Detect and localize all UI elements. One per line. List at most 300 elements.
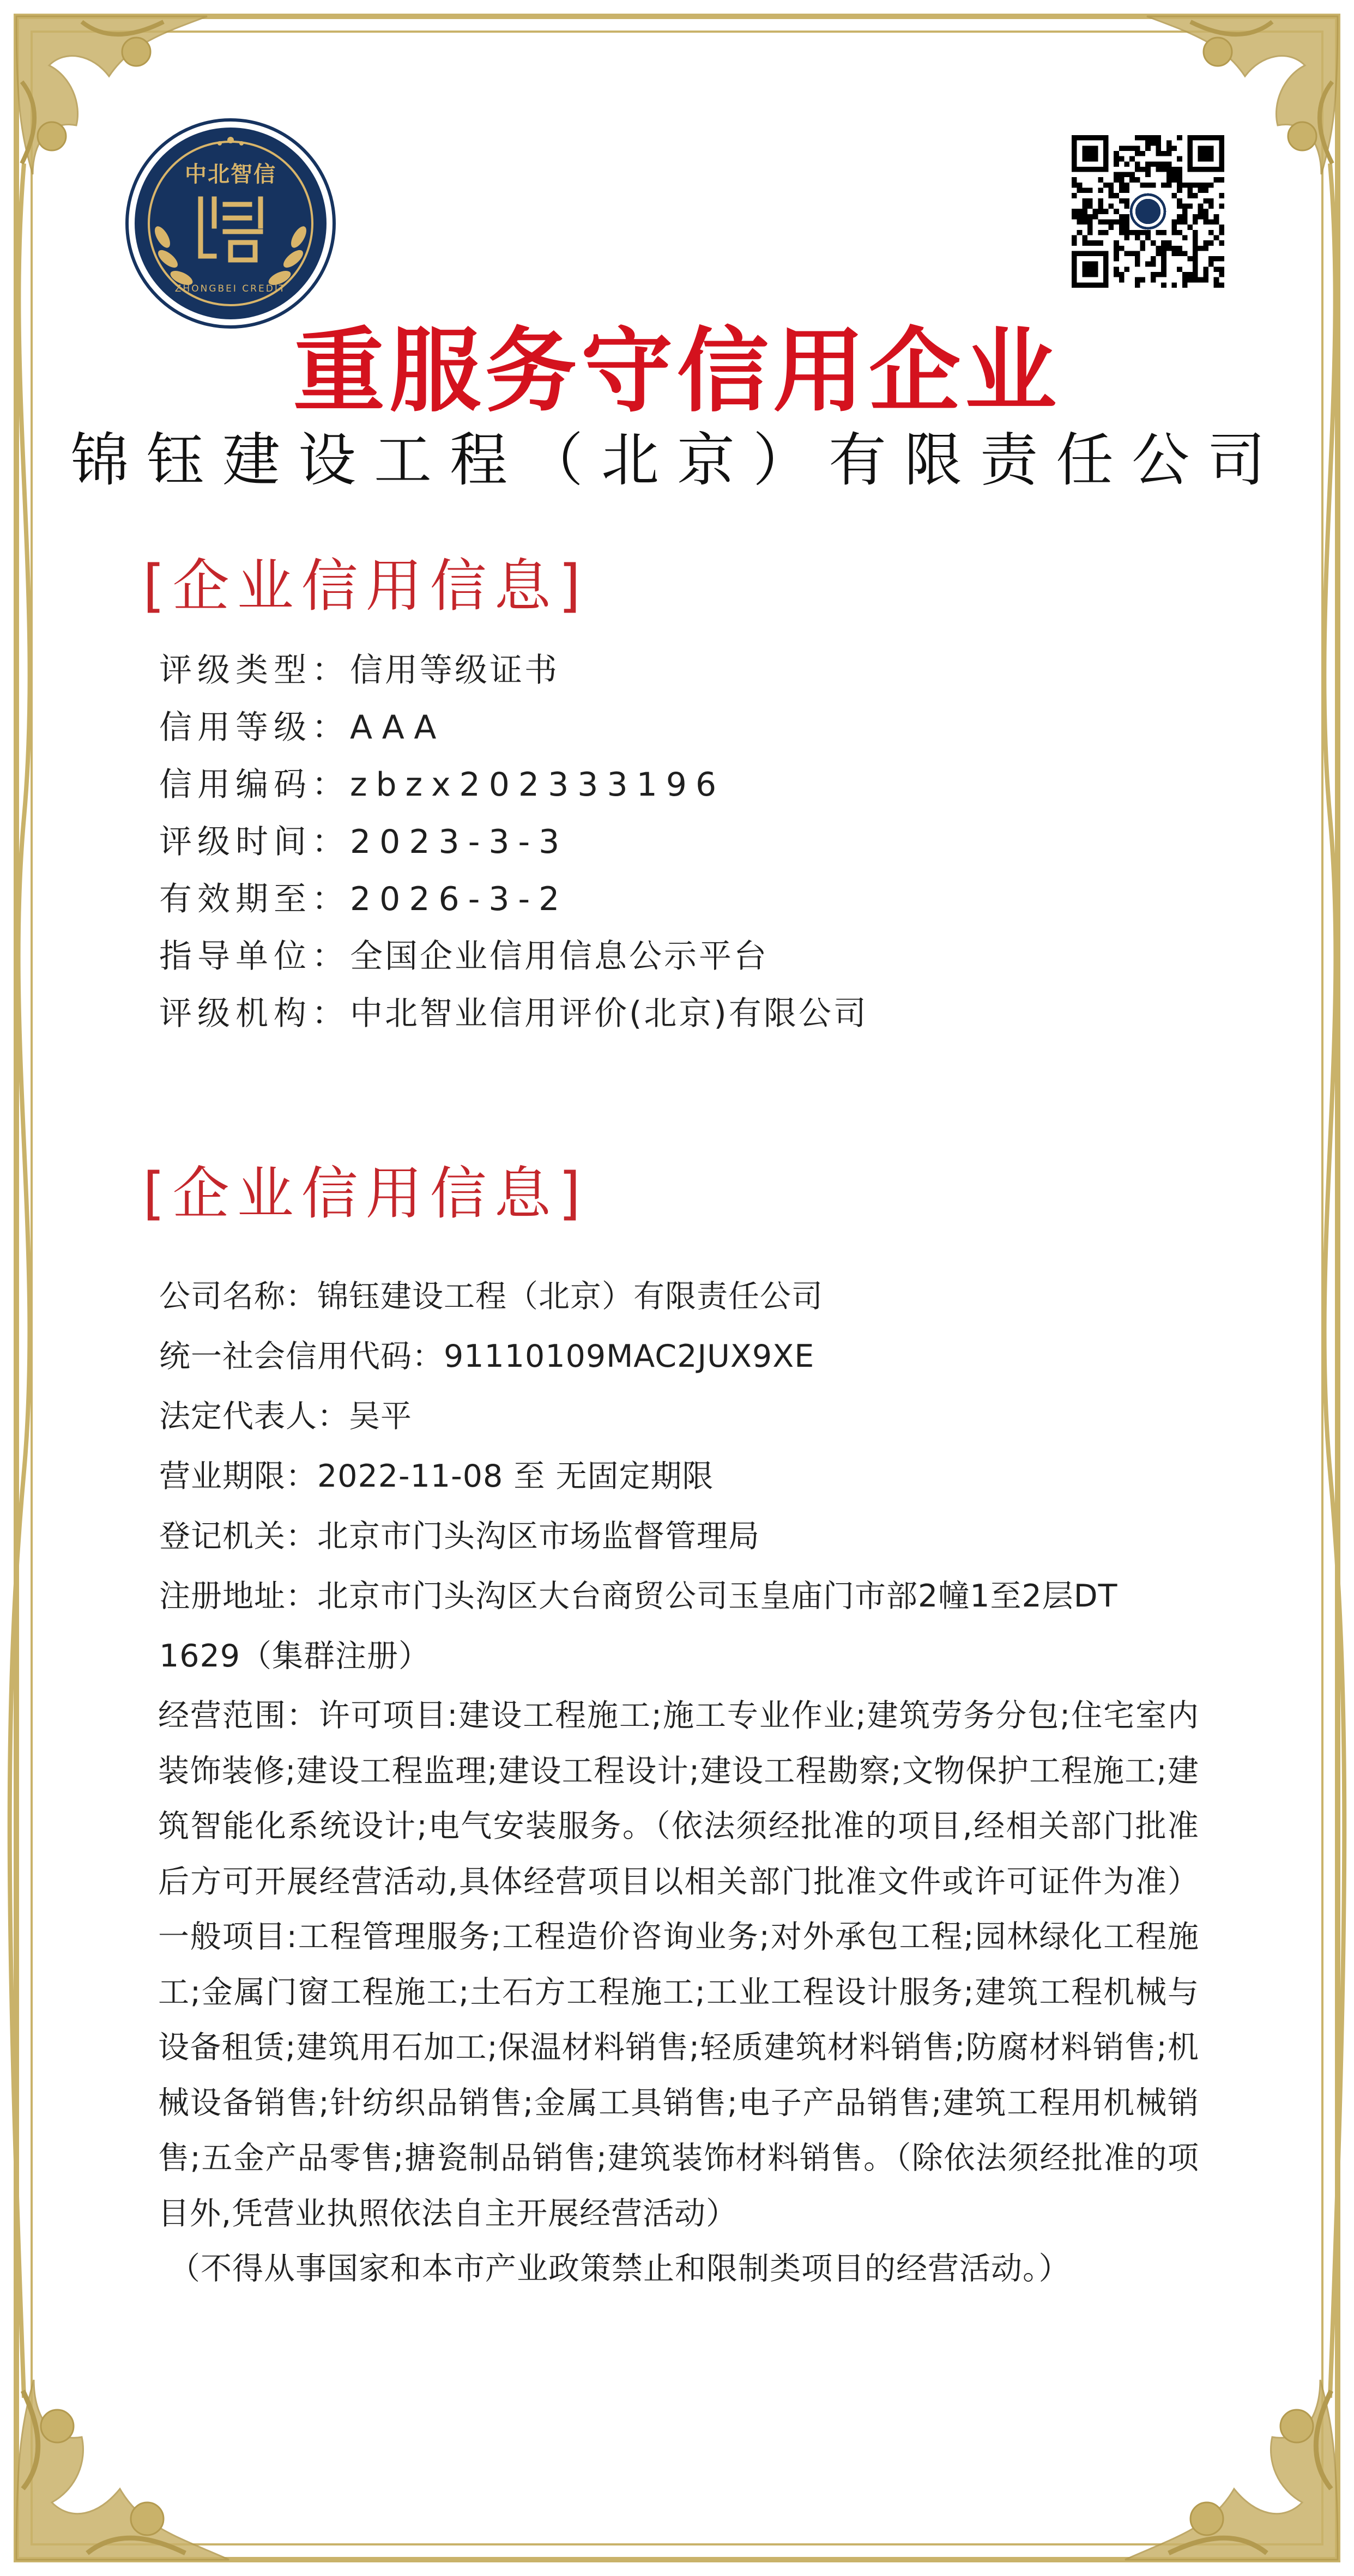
qr-module bbox=[1125, 251, 1130, 256]
qr-module bbox=[1219, 240, 1224, 246]
qr-module bbox=[1161, 282, 1166, 288]
section-heading-text: 企业信用信息 bbox=[172, 553, 559, 619]
qr-module bbox=[1182, 183, 1188, 188]
qr-module bbox=[1087, 230, 1093, 235]
qr-module bbox=[1145, 235, 1151, 240]
qr-module bbox=[1077, 183, 1083, 188]
info-row-unified-credit-code bbox=[159, 1326, 1195, 1386]
qr-module bbox=[1203, 272, 1208, 277]
qr-module bbox=[1166, 246, 1172, 251]
qr-module bbox=[1171, 167, 1177, 172]
info-key: 评级机构： bbox=[159, 995, 350, 1033]
qr-module bbox=[1156, 251, 1161, 256]
qr-module bbox=[1140, 277, 1146, 283]
qr-module bbox=[1161, 230, 1166, 235]
qr-module bbox=[1198, 183, 1204, 188]
info-key: 登记机关： bbox=[159, 1518, 317, 1554]
qr-module bbox=[1177, 183, 1182, 188]
qr-module bbox=[1156, 230, 1161, 235]
info-row-credit-grade bbox=[159, 699, 1195, 756]
qr-module bbox=[1119, 272, 1125, 277]
qr-module bbox=[1177, 219, 1182, 225]
qr-module bbox=[1161, 240, 1166, 246]
qr-module bbox=[1077, 188, 1083, 193]
qr-module bbox=[1177, 188, 1182, 193]
qr-module bbox=[1171, 219, 1177, 225]
info-key: 评级时间： bbox=[159, 823, 350, 861]
bracket-open: [ bbox=[143, 553, 173, 619]
info-row-valid-until bbox=[159, 871, 1195, 928]
qr-module bbox=[1145, 262, 1151, 267]
qr-module bbox=[1177, 266, 1182, 272]
qr-module bbox=[1135, 161, 1140, 167]
section-heading-company-info bbox=[143, 1158, 588, 1229]
qr-module bbox=[1187, 204, 1193, 209]
qr-module bbox=[1082, 240, 1087, 246]
qr-module bbox=[1208, 219, 1214, 225]
business-scope-text: 许可项目:建设工程施工;施工专业作业;建筑劳务分包;住宅室内装饰装修;建设工程监理;建设工程设计;建设工程勘察;文物保护工程施工;建筑智能化系统设计;电气安装服务。（依法须经批准的项目,经相关部门批准后方可开展经营活动,具体经营项目以相关部门批准文件或许可证件为准）一般项目:工程管理服务;工程造价咨询业务;对外承包工程;园林绿化工程施工;金属门窗工程施工;土石方工程施工;工业工程设计服务;建筑工程机械与设备租赁;建筑用石加工;保温材料销售;轻质建筑材料销售;防腐材料销售;机械设备销售;针纺织品销售;金属工具销售;电子产品销售;建筑工程用机械销售;五金产品零售;搪瓷制品销售;建筑装饰材料销售。（除依法须经批准的项目外,凭营业执照依法自主开展经营活动） bbox=[158, 1698, 1199, 2232]
info-row-business-term bbox=[159, 1446, 1195, 1506]
qr-module bbox=[1129, 146, 1135, 151]
qr-module bbox=[1140, 167, 1146, 172]
qr-module bbox=[1214, 282, 1219, 288]
qr-module bbox=[1219, 225, 1224, 230]
qr-module bbox=[1072, 214, 1077, 220]
qr-module bbox=[1156, 246, 1161, 251]
qr-module bbox=[1087, 214, 1093, 220]
qr-module bbox=[1125, 235, 1130, 240]
qr-module bbox=[1129, 172, 1135, 178]
qr-module bbox=[1182, 272, 1188, 277]
qr-module bbox=[1087, 219, 1093, 225]
info-key: 公司名称： bbox=[159, 1278, 317, 1314]
qr-module bbox=[1156, 151, 1161, 156]
qr-module bbox=[1161, 262, 1166, 267]
qr-module bbox=[1125, 214, 1130, 220]
qr-module bbox=[1219, 272, 1224, 277]
qr-module bbox=[1087, 225, 1093, 230]
qr-module bbox=[1103, 219, 1109, 225]
qr-module bbox=[1151, 272, 1156, 277]
qr-module bbox=[1182, 204, 1188, 209]
qr-module bbox=[1193, 193, 1198, 198]
qr-module bbox=[1193, 272, 1198, 277]
qr-module bbox=[1182, 214, 1188, 220]
qr-module bbox=[1198, 188, 1204, 193]
qr-module bbox=[1203, 214, 1208, 220]
qr-module bbox=[1193, 230, 1198, 235]
info-row-legal-representative bbox=[159, 1386, 1195, 1446]
qr-module bbox=[1177, 246, 1182, 251]
qr-module bbox=[1193, 256, 1198, 262]
qr-module bbox=[1098, 204, 1103, 209]
qr-module bbox=[1093, 209, 1098, 214]
info-row-guiding-unit bbox=[159, 928, 1195, 985]
qr-module bbox=[1203, 183, 1208, 188]
qr-module bbox=[1109, 188, 1114, 193]
info-value: zbzx202333196 bbox=[350, 766, 726, 804]
business-scope-note: （不得从事国家和本市产业政策禁止和限制类项目的经营活动。） bbox=[169, 2251, 1071, 2287]
certificate-title: 重服务守信用企业 bbox=[293, 317, 1061, 425]
qr-module bbox=[1193, 251, 1198, 256]
qr-module bbox=[1161, 183, 1166, 188]
qr-module bbox=[1177, 230, 1182, 235]
bracket-close: ] bbox=[558, 553, 589, 619]
qr-module bbox=[1208, 230, 1214, 235]
qr-module bbox=[1135, 235, 1140, 240]
info-value: 2026-3-2 bbox=[350, 880, 569, 918]
qr-module bbox=[1177, 214, 1182, 220]
qr-module bbox=[1114, 193, 1119, 198]
qr-module bbox=[1135, 251, 1140, 256]
qr-module bbox=[1135, 135, 1140, 141]
qr-module bbox=[1156, 161, 1161, 167]
bracket-close: ] bbox=[558, 1160, 589, 1227]
info-value: 中北智业信用评价(北京)有限公司 bbox=[350, 995, 868, 1033]
qr-module bbox=[1193, 262, 1198, 267]
qr-module bbox=[1214, 219, 1219, 225]
qr-module bbox=[1177, 251, 1182, 256]
qr-module bbox=[1198, 246, 1204, 251]
qr-module bbox=[1193, 266, 1198, 272]
qr-module bbox=[1145, 230, 1151, 235]
qr-module bbox=[1214, 177, 1219, 183]
info-value: 2022-11-08 至 无固定期限 bbox=[317, 1458, 714, 1494]
info-value: 北京市门头沟区市场监督管理局 bbox=[317, 1518, 760, 1554]
qr-module bbox=[1140, 240, 1146, 246]
qr-module bbox=[1114, 251, 1119, 256]
qr-module bbox=[1187, 256, 1193, 262]
info-value: 91110109MAC2JUX9XE bbox=[444, 1338, 815, 1374]
business-scope-label: 经营范围： bbox=[158, 1698, 319, 1734]
info-row-registered-address bbox=[159, 1566, 1195, 1626]
qr-module bbox=[1171, 282, 1177, 288]
qr-module bbox=[1119, 230, 1125, 235]
business-scope bbox=[158, 1688, 1199, 2297]
qr-module bbox=[1135, 230, 1140, 235]
qr-module bbox=[1171, 146, 1177, 151]
qr-module bbox=[1119, 188, 1125, 193]
qr-module bbox=[1145, 167, 1151, 172]
qr-module bbox=[1161, 167, 1166, 172]
qr-module bbox=[1129, 156, 1135, 162]
qr-module bbox=[1151, 183, 1156, 188]
qr-module bbox=[1219, 266, 1224, 272]
qr-module bbox=[1145, 172, 1151, 178]
qr-module bbox=[1161, 251, 1166, 256]
qr-module bbox=[1177, 167, 1182, 172]
qr-module bbox=[1087, 198, 1093, 204]
qr-module bbox=[1187, 225, 1193, 230]
qr-module bbox=[1177, 198, 1182, 204]
qr-module bbox=[1187, 193, 1193, 198]
info-row-company-name bbox=[159, 1266, 1195, 1326]
qr-module bbox=[1177, 177, 1182, 183]
qr-module bbox=[1171, 172, 1177, 178]
qr-module bbox=[1098, 188, 1103, 193]
qr-module bbox=[1171, 251, 1177, 256]
qr-module bbox=[1208, 256, 1214, 262]
qr-module bbox=[1198, 209, 1204, 214]
qr-module bbox=[1119, 219, 1125, 225]
logo-bottom-text: ZHONGBEI CREDIT bbox=[174, 283, 287, 294]
qr-module bbox=[1145, 161, 1151, 167]
qr-module bbox=[1098, 198, 1103, 204]
qr-module bbox=[1140, 183, 1146, 188]
company-name-title: 锦钰建设工程（北京）有限责任公司 bbox=[71, 427, 1283, 494]
qr-module bbox=[1077, 219, 1083, 225]
qr-module bbox=[1098, 209, 1103, 214]
qr-module bbox=[1145, 135, 1151, 141]
qr-module bbox=[1129, 177, 1135, 183]
qr-module bbox=[1214, 266, 1219, 272]
qr-module bbox=[1151, 262, 1156, 267]
info-value: 2023-3-3 bbox=[350, 823, 569, 861]
qr-module bbox=[1171, 246, 1177, 251]
qr-module bbox=[1151, 256, 1156, 262]
qr-module bbox=[1145, 146, 1151, 151]
section-heading-credit-info bbox=[143, 550, 588, 621]
qr-module bbox=[1093, 214, 1098, 220]
qr-module bbox=[1193, 219, 1198, 225]
logo-top-text: 中北智信 bbox=[185, 162, 276, 187]
qr-module bbox=[1182, 282, 1188, 288]
qr-module bbox=[1114, 219, 1119, 225]
qr-module bbox=[1109, 219, 1114, 225]
qr-module bbox=[1203, 277, 1208, 283]
qr-module bbox=[1114, 151, 1119, 156]
qr-module bbox=[1119, 277, 1125, 283]
qr-module bbox=[1203, 219, 1208, 225]
qr-module bbox=[1135, 262, 1140, 267]
qr-module bbox=[1125, 204, 1130, 209]
qr-module bbox=[1072, 183, 1077, 188]
qr-module bbox=[1135, 282, 1140, 288]
qr-module bbox=[1156, 146, 1161, 151]
qr-module bbox=[1125, 198, 1130, 204]
qr-module bbox=[1208, 240, 1214, 246]
qr-module bbox=[1082, 204, 1087, 209]
qr-module bbox=[1140, 246, 1146, 251]
qr-module bbox=[1082, 188, 1087, 193]
qr-module bbox=[1087, 188, 1093, 193]
info-key: 有效期至： bbox=[159, 880, 350, 918]
qr-module bbox=[1135, 167, 1140, 172]
qr-module bbox=[1072, 240, 1077, 246]
qr-module bbox=[1119, 183, 1125, 188]
qr-module bbox=[1114, 161, 1119, 167]
qr-module bbox=[1082, 219, 1087, 225]
qr-module bbox=[1182, 219, 1188, 225]
info-key: 信用等级： bbox=[159, 708, 350, 747]
qr-module bbox=[1161, 266, 1166, 272]
bracket-open: [ bbox=[143, 1160, 173, 1227]
qr-module bbox=[1129, 230, 1135, 235]
qr-module bbox=[1114, 272, 1119, 277]
qr-module bbox=[1103, 183, 1109, 188]
qr-module bbox=[1208, 204, 1214, 209]
qr-module bbox=[1182, 209, 1188, 214]
qr-module bbox=[1208, 262, 1214, 267]
qr-module bbox=[1166, 172, 1172, 178]
qr-module bbox=[1187, 183, 1193, 188]
qr-module bbox=[1203, 198, 1208, 204]
info-row-rating-type bbox=[159, 642, 1195, 699]
qr-module bbox=[1193, 235, 1198, 240]
qr-module bbox=[1125, 183, 1130, 188]
qr-module bbox=[1125, 219, 1130, 225]
qr-module bbox=[1151, 240, 1156, 246]
qr-module bbox=[1098, 230, 1103, 235]
qr-module bbox=[1214, 277, 1219, 283]
qr-module bbox=[1093, 240, 1098, 246]
qr-module bbox=[1198, 214, 1204, 220]
qr-module bbox=[1087, 204, 1093, 209]
qr-module bbox=[1082, 235, 1087, 240]
qr-module bbox=[1156, 141, 1161, 146]
qr-module bbox=[1145, 183, 1151, 188]
qr-module bbox=[1072, 177, 1077, 183]
qr-module bbox=[1156, 272, 1161, 277]
info-row-rating-date bbox=[159, 814, 1195, 871]
qr-module bbox=[1193, 246, 1198, 251]
qr-module bbox=[1140, 135, 1146, 141]
qr-module bbox=[1109, 183, 1114, 188]
section-heading-text: 企业信用信息 bbox=[172, 1160, 559, 1227]
qr-module bbox=[1114, 177, 1119, 183]
qr-module bbox=[1125, 161, 1130, 167]
info-key: 统一社会信用代码： bbox=[159, 1338, 444, 1374]
qr-module bbox=[1114, 172, 1119, 178]
info-row-rating-agency bbox=[159, 985, 1195, 1042]
qr-module bbox=[1114, 240, 1119, 246]
qr-module bbox=[1156, 135, 1161, 141]
qr-module bbox=[1098, 219, 1103, 225]
qr-module bbox=[1103, 230, 1109, 235]
qr-module bbox=[1125, 266, 1130, 272]
qr-module bbox=[1177, 172, 1182, 178]
qr-module bbox=[1161, 161, 1166, 167]
qr-module bbox=[1114, 246, 1119, 251]
qr-module bbox=[1219, 282, 1224, 288]
qr-module bbox=[1125, 225, 1130, 230]
qr-module bbox=[1161, 151, 1166, 156]
qr-module bbox=[1177, 204, 1182, 209]
info-key: 注册地址： bbox=[159, 1578, 317, 1614]
qr-module bbox=[1203, 266, 1208, 272]
info-value: 北京市门头沟区大台商贸公司玉皇庙门市部2幢1至2层DT bbox=[317, 1578, 1118, 1614]
info-row-registration-authority bbox=[159, 1506, 1195, 1566]
qr-module bbox=[1219, 193, 1224, 198]
qr-module bbox=[1125, 188, 1130, 193]
qr-module bbox=[1114, 256, 1119, 262]
qr-module bbox=[1077, 214, 1083, 220]
info-value: 吴平 bbox=[349, 1398, 412, 1434]
qr-code-icon[interactable] bbox=[1072, 135, 1224, 288]
qr-module bbox=[1203, 240, 1208, 246]
qr-module bbox=[1072, 235, 1077, 240]
qr-module bbox=[1219, 230, 1224, 235]
qr-module bbox=[1151, 277, 1156, 283]
info-value: 1629（集群注册） bbox=[159, 1638, 431, 1674]
qr-module bbox=[1198, 277, 1204, 283]
qr-module bbox=[1171, 230, 1177, 235]
qr-module bbox=[1161, 256, 1166, 262]
qr-module bbox=[1119, 156, 1125, 162]
info-value: 信用等级证书 bbox=[350, 651, 559, 689]
qr-module bbox=[1166, 240, 1172, 246]
qr-module bbox=[1214, 235, 1219, 240]
qr-module bbox=[1166, 161, 1172, 167]
qr-module bbox=[1119, 246, 1125, 251]
qr-module bbox=[1177, 156, 1182, 162]
qr-module bbox=[1171, 193, 1177, 198]
qr-module bbox=[1087, 240, 1093, 246]
qr-module bbox=[1203, 246, 1208, 251]
qr-module bbox=[1135, 277, 1140, 283]
qr-module bbox=[1109, 225, 1114, 230]
qr-module bbox=[1182, 251, 1188, 256]
qr-module bbox=[1177, 135, 1182, 141]
qr-module bbox=[1203, 188, 1208, 193]
qr-module bbox=[1219, 204, 1224, 209]
qr-module bbox=[1182, 277, 1188, 283]
qr-module bbox=[1187, 277, 1193, 283]
qr-module bbox=[1193, 277, 1198, 283]
qr-module bbox=[1082, 214, 1087, 220]
qr-module bbox=[1119, 177, 1125, 183]
qr-module bbox=[1214, 256, 1219, 262]
info-value: 全国企业信用信息公示平台 bbox=[350, 937, 769, 975]
qr-module bbox=[1151, 161, 1156, 167]
info-key: 指导单位： bbox=[159, 937, 350, 975]
qr-module bbox=[1098, 177, 1103, 183]
qr-module bbox=[1082, 209, 1087, 214]
qr-module bbox=[1208, 198, 1214, 204]
qr-module bbox=[1166, 167, 1172, 172]
qr-module bbox=[1114, 209, 1119, 214]
qr-module bbox=[1109, 204, 1114, 209]
qr-module bbox=[1125, 146, 1130, 151]
qr-module bbox=[1166, 183, 1172, 188]
qr-module bbox=[1219, 256, 1224, 262]
company-info-list bbox=[159, 1266, 1195, 1686]
qr-module bbox=[1166, 141, 1172, 146]
qr-module bbox=[1166, 146, 1172, 151]
qr-module bbox=[1166, 177, 1172, 183]
qr-module bbox=[1187, 272, 1193, 277]
qr-module bbox=[1125, 230, 1130, 235]
qr-module bbox=[1072, 193, 1077, 198]
info-key: 评级类型： bbox=[159, 651, 350, 689]
info-key: 信用编码： bbox=[159, 766, 350, 804]
qr-module bbox=[1151, 141, 1156, 146]
qr-module bbox=[1109, 193, 1114, 198]
qr-module bbox=[1114, 266, 1119, 272]
qr-module bbox=[1171, 177, 1177, 183]
qr-module bbox=[1140, 230, 1146, 235]
qr-module bbox=[1129, 251, 1135, 256]
qr-module bbox=[1171, 225, 1177, 230]
qr-module bbox=[1219, 177, 1224, 183]
qr-module bbox=[1082, 198, 1087, 204]
qr-module bbox=[1198, 204, 1204, 209]
qr-module bbox=[1135, 146, 1140, 151]
qr-module bbox=[1203, 209, 1208, 214]
qr-module bbox=[1161, 246, 1166, 251]
qr-module bbox=[1187, 188, 1193, 193]
info-row-credit-code bbox=[159, 756, 1195, 814]
